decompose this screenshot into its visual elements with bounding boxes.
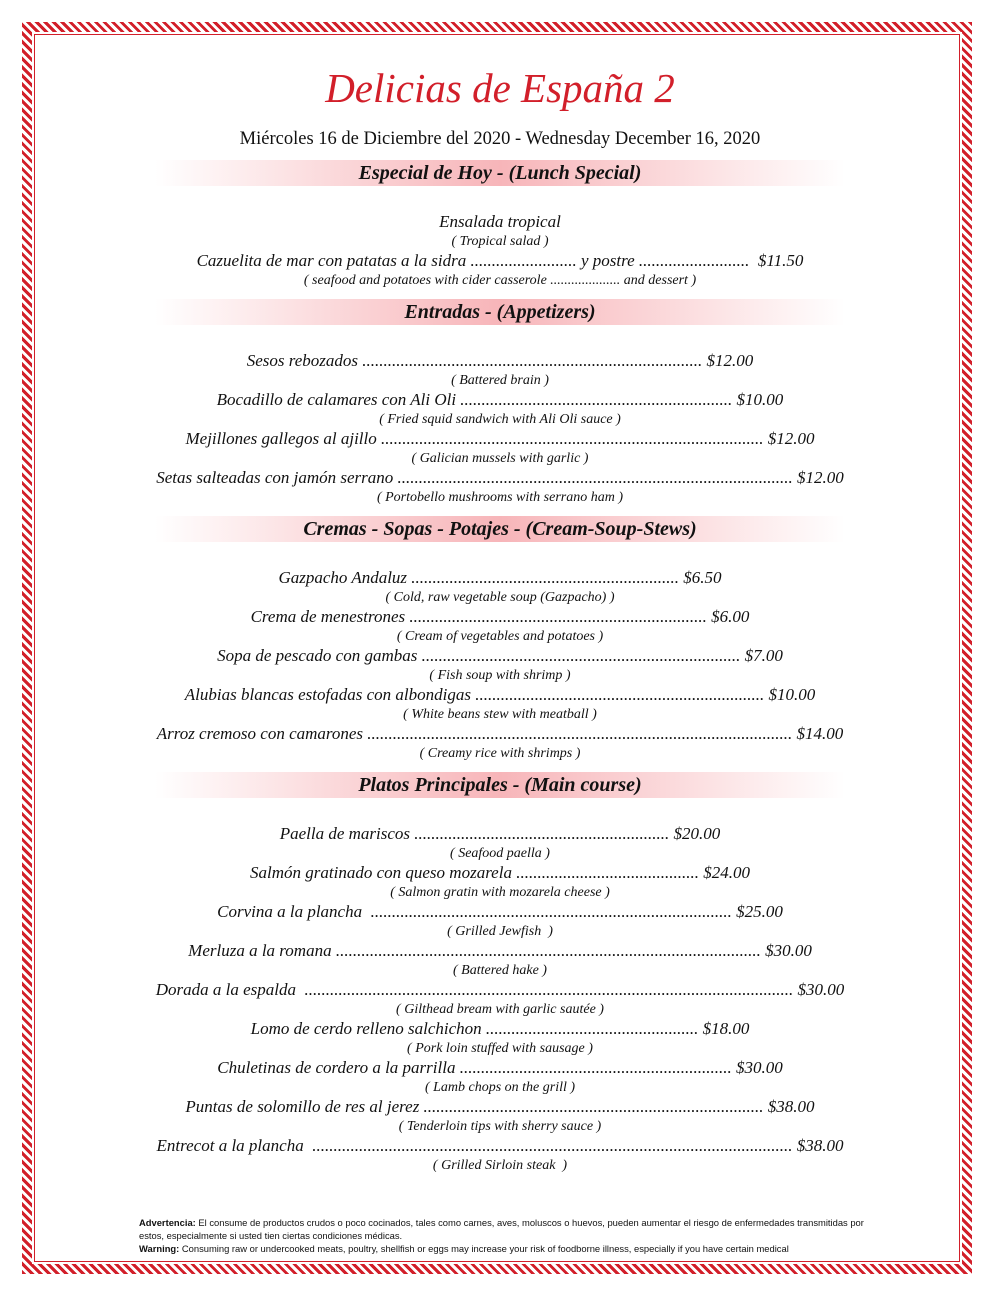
menu-item-name: Alubias blancas estofadas con albondigas .................................................................... $10.00 <box>184 685 816 704</box>
menu-item-name: Dorada a la espalda ................................................................................................................... $30.00 <box>155 980 845 999</box>
restaurant-title: Delicias de España 2 <box>325 65 675 111</box>
menu-item-name: Merluza a la romana .................................................................................................... $30.00 <box>188 941 812 960</box>
section-heading: Entradas - (Appetizers) <box>155 299 845 325</box>
menu-item-desc: ( Fried squid sandwich with Ali Oli sauce ) <box>379 412 621 427</box>
menu-date: Miércoles 16 de Diciembre del 2020 - Wednesday December 16, 2020 <box>239 129 761 149</box>
menu-item-desc: ( Tenderloin tips with sherry sauce ) <box>398 1119 602 1134</box>
menu-item-name: Ensalada tropical <box>439 212 561 231</box>
menu-item-desc: ( Creamy rice with shrimps ) <box>419 746 581 761</box>
menu-item-name: Sopa de pescado con gambas ........................................................................... $7.00 <box>217 646 783 665</box>
section-heading: Platos Principales - (Main course) <box>155 772 845 798</box>
menu-content <box>40 40 960 1175</box>
menu-item-desc: ( Grilled Jewfish ) <box>447 924 553 939</box>
menu-item-name: Salmón gratinado con queso mozarela ........................................... $24.00 <box>250 863 750 882</box>
menu-item-name: Gazpacho Andaluz ............................................................... $6.50 <box>278 568 722 587</box>
menu-item-name: Paella de mariscos ............................................................ $20.00 <box>279 824 721 843</box>
menu-item-name: Mejillones gallegos al ajillo .......................................................................................... $12.00 <box>185 429 815 448</box>
menu-item-desc: ( Fish soup with shrimp ) <box>429 668 571 683</box>
menu-item-name: Bocadillo de calamares con Ali Oli ................................................................ $10.00 <box>216 390 784 409</box>
menu-item-desc: ( Grilled Sirloin steak ) <box>432 1158 568 1173</box>
menu-item-name: Sesos rebozados ................................................................................ $12.00 <box>246 351 754 370</box>
warning-es-label: Advertencia: <box>139 1217 196 1228</box>
menu-item-desc: ( Cold, raw vegetable soup (Gazpacho) ) <box>385 590 615 605</box>
menu-item-name: Corvina a la plancha ..................................................................................... $25.00 <box>217 902 783 921</box>
menu-item-desc: ( Seafood paella ) <box>450 846 550 861</box>
menu-item-name: Lomo de cerdo relleno salchichon .................................................. $18.00 <box>250 1019 750 1038</box>
menu-item-desc: ( Portobello mushrooms with serrano ham ) <box>376 490 624 505</box>
menu-item-desc: ( Pork loin stuffed with sausage ) <box>407 1041 593 1056</box>
menu-item-desc: ( Gilthead bream with garlic sautée ) <box>396 1002 604 1017</box>
menu-item-name: Setas salteadas con jamón serrano ............................................................................................. $12.00 <box>156 468 844 487</box>
menu-item-desc: ( Salmon gratin with mozarela cheese ) <box>390 885 610 900</box>
warning-es <box>139 1216 879 1242</box>
section-heading: Cremas - Sopas - Potajes - (Cream-Soup-Stews) <box>155 516 845 542</box>
menu-item-desc: ( Lamb chops on the grill ) <box>424 1080 576 1095</box>
menu-item-name: Arroz cremoso con camarones .................................................................................................... $14.00 <box>156 724 844 743</box>
warning-es-text: El consume de productos crudos o poco cocinados, tales como carnes, aves, moluscos o huevos, pueden aumentar el riesgo de enfermedades transmitidas por estos, especialmente si usted tien ciertas condiciones médicas. <box>139 1217 864 1241</box>
menu-item-desc: ( Galician mussels with garlic ) <box>411 451 589 466</box>
menu-item-desc: ( Battered brain ) <box>451 373 549 388</box>
health-warning <box>139 1216 879 1255</box>
menu-item-desc: ( Tropical salad ) <box>451 234 549 249</box>
warning-en-label: Warning: <box>139 1243 180 1254</box>
menu-item-name: Chuletinas de cordero a la parrilla ................................................................ $30.00 <box>217 1058 783 1077</box>
warning-en <box>139 1242 879 1255</box>
menu-item-name: Puntas de solomillo de res al jerez ................................................................................ $38.00 <box>185 1097 815 1116</box>
menu-item-name: Entrecot a la plancha ................................................................................................................. $38.00 <box>156 1136 844 1155</box>
section-heading: Especial de Hoy - (Lunch Special) <box>155 160 845 186</box>
menu-item-desc: ( Cream of vegetables and potatoes ) <box>396 629 604 644</box>
warning-en-text: Consuming raw or undercooked meats, poultry, shellfish or eggs may increase your risk of foodborne illness, especially if you have certain medical <box>179 1243 789 1254</box>
menu-item-desc: ( White beans stew with meatball ) <box>403 707 597 722</box>
menu-item-name: Cazuelita de mar con patatas a la sidra ......................... y postre .......................... $11.50 <box>196 251 804 270</box>
menu-item-desc: ( seafood and potatoes with cider casserole .................... and dessert ) <box>303 273 697 288</box>
menu-item-desc: ( Battered hake ) <box>453 963 547 978</box>
menu-item-name: Crema de menestrones ...................................................................... $6.00 <box>250 607 750 626</box>
